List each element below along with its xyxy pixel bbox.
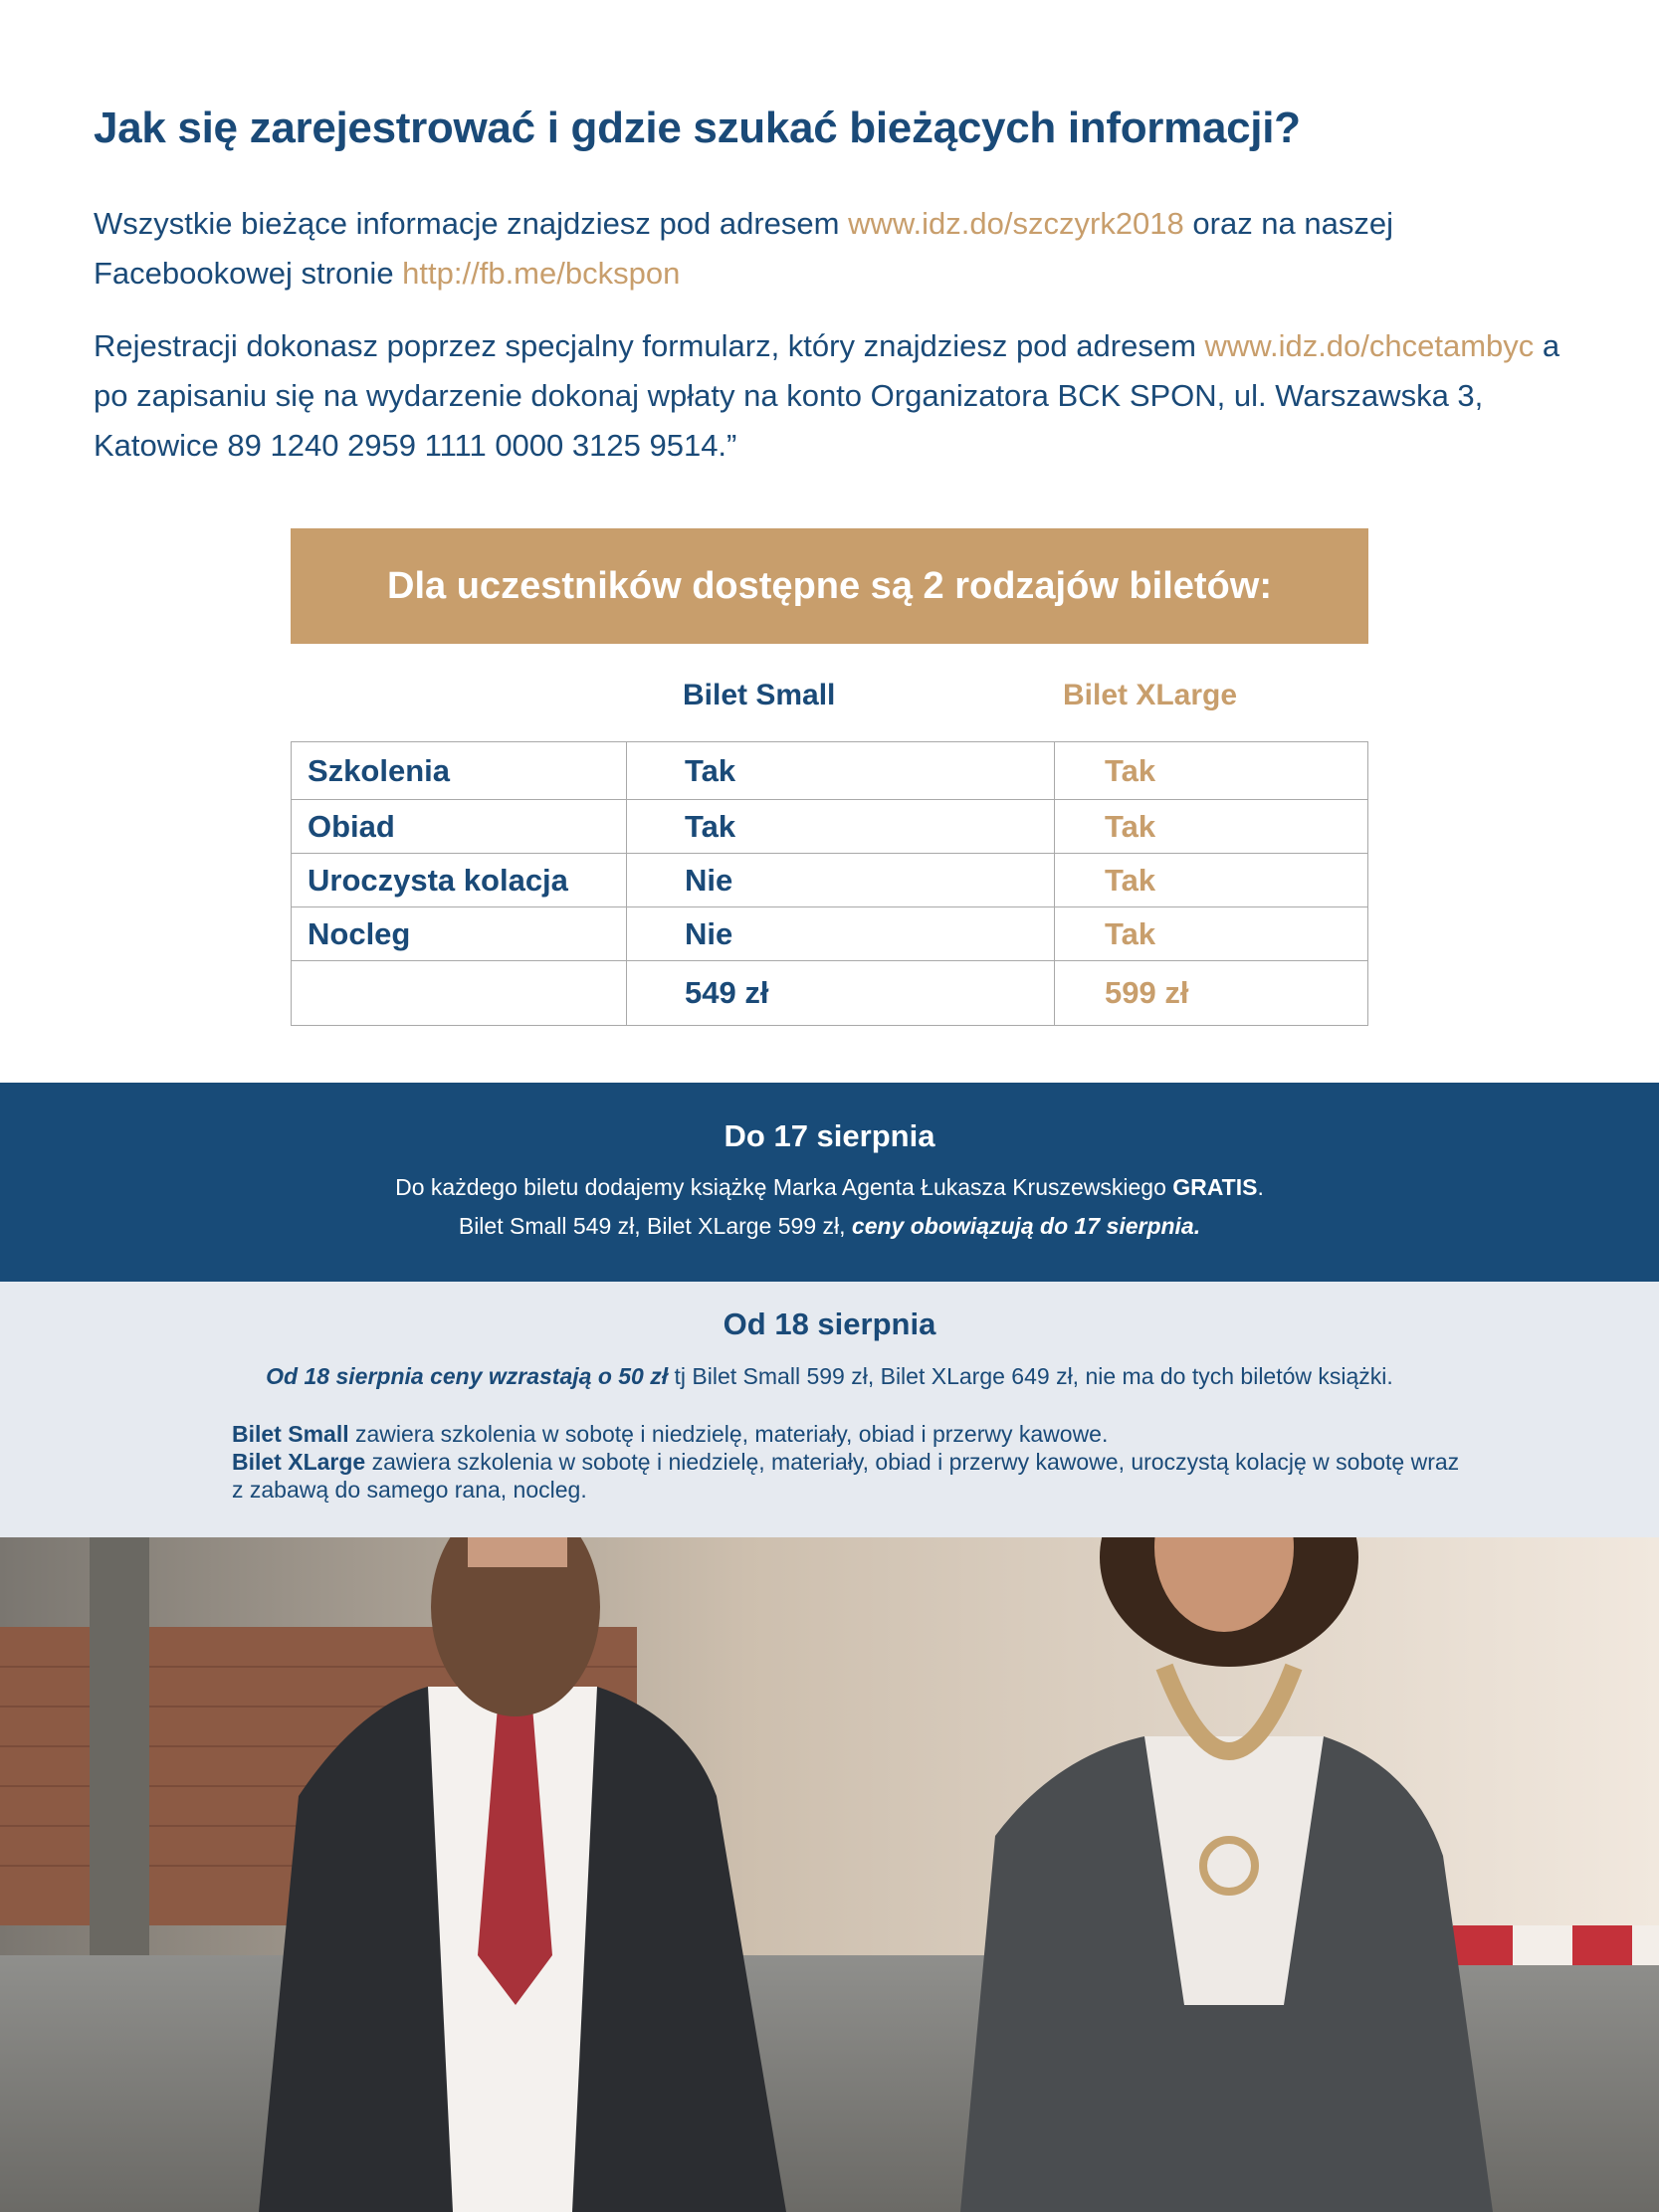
table-row [292, 800, 1368, 854]
facebook-link[interactable]: http://fb.me/bckspon [402, 256, 681, 291]
row-label [292, 961, 627, 1026]
late-price-title: Od 18 sierpnia [723, 1307, 936, 1341]
row-label: Nocleg [292, 907, 627, 961]
late-price-section [0, 1282, 1659, 1537]
registration-paragraph [94, 321, 1566, 471]
gratis-label: GRATIS [1172, 1174, 1258, 1200]
ticket-descriptions [232, 1420, 1466, 1504]
business-people-photo [0, 1537, 1659, 2212]
row-label: Obiad [292, 800, 627, 854]
small-cell: Tak [627, 742, 1055, 800]
small-cell: Tak [627, 800, 1055, 854]
small-price: 549 zł [627, 961, 1055, 1026]
registration-text-start: Rejestracji dokonasz poprzez specjalny formularz, który znajdziesz pod adresem [94, 328, 1205, 363]
row-label: Uroczysta kolacja [292, 854, 627, 907]
xlarge-description [232, 1448, 1466, 1504]
info-paragraph [94, 199, 1566, 299]
page-heading: Jak się zarejestrować i gdzie szukać bieżących informacji? [94, 103, 1301, 152]
early-price-line-1 [0, 1168, 1659, 1207]
xlarge-cell: Tak [1055, 742, 1368, 800]
xlarge-cell: Tak [1055, 907, 1368, 961]
early-text: Do każdego biletu dodajemy książkę Marka Agenta Łukasza Kruszewskiego [395, 1174, 1173, 1200]
small-cell: Nie [627, 854, 1055, 907]
tickets-banner: Dla uczestników dostępne są 2 rodzajów biletów: [291, 528, 1368, 644]
registration-link[interactable]: www.idz.do/chcetambyc [1204, 328, 1535, 363]
small-desc-text: zawiera szkolenia w sobotę i niedzielę, materiały, obiad i przerwy kawowe. [348, 1421, 1109, 1447]
table-row [292, 742, 1368, 800]
table-row-price [292, 961, 1368, 1026]
early-price-title: Do 17 sierpnia [724, 1118, 935, 1153]
photo-illustration [0, 1537, 1659, 2212]
late-prices: tj Bilet Small 599 zł, Bilet XLarge 649 zł, nie ma do tych biletów książki. [668, 1363, 1393, 1389]
early-validity: ceny obowiązują do 17 sierpnia. [851, 1213, 1201, 1239]
table-row [292, 907, 1368, 961]
info-text-middle: oraz na naszej Facebookowej stronie [94, 206, 1394, 291]
late-price-line [0, 1363, 1659, 1390]
early-price-section [0, 1083, 1659, 1282]
xlarge-cell: Tak [1055, 800, 1368, 854]
xlarge-desc-text: zawiera szkolenia w sobotę i niedzielę, materiały, obiad i przerwy kawowe, uroczystą kolację w sobotę wraz z zabawą do samego rana, nocleg. [232, 1449, 1460, 1503]
early-text-end: . [1257, 1174, 1264, 1200]
tickets-table [291, 741, 1368, 1026]
column-header-xlarge: Bilet XLarge [1063, 679, 1238, 711]
early-prices: Bilet Small 549 zł, Bilet XLarge 599 zł, [458, 1213, 852, 1239]
small-cell: Nie [627, 907, 1055, 961]
xlarge-cell: Tak [1055, 854, 1368, 907]
small-label: Bilet Small [232, 1421, 349, 1447]
column-header-small: Bilet Small [683, 679, 836, 711]
early-price-line-2 [0, 1207, 1659, 1246]
event-link[interactable]: www.idz.do/szczyrk2018 [848, 206, 1184, 241]
xlarge-label: Bilet XLarge [232, 1449, 366, 1475]
small-description [232, 1420, 1466, 1448]
price-increase: Od 18 sierpnia ceny wzrastają o 50 zł [266, 1363, 669, 1389]
info-text-start: Wszystkie bieżące informacje znajdziesz pod adresem [94, 206, 849, 241]
registration-text-end: a po zapisaniu się na wydarzenie dokonaj wpłaty na konto Organizatora BCK SPON, ul. Warszawska 3, Katowice 89 1240 2959 1111 0000 3125 9514.” [94, 328, 1560, 463]
row-label: Szkolenia [292, 742, 627, 800]
xlarge-price: 599 zł [1055, 961, 1368, 1026]
table-row [292, 854, 1368, 907]
